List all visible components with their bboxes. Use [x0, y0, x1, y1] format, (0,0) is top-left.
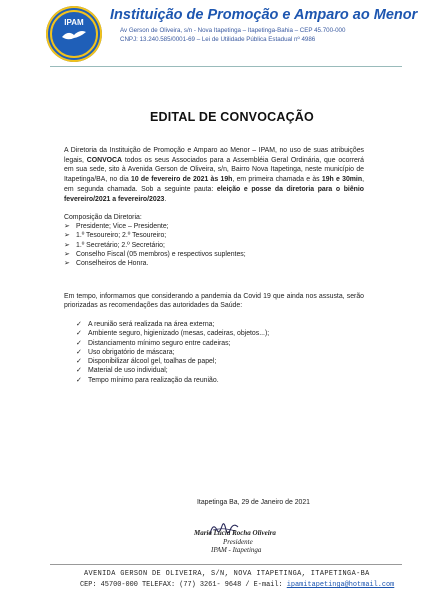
intro-text: todos os seus Associados para a Assembléia Geral Ordinária, que ocorrerá em sua sede, sito à Avenida Gerson de Oliveira, s/n, Bairro Nova Itapetinga, neste município de Itapetinga/BA, no dia [64, 156, 364, 184]
footer-divider [50, 564, 402, 565]
intro-text: A Diretoria da Instituição de Promoção e Amparo ao Menor – IPAM, no uso de suas atribuições legais, [64, 147, 364, 164]
list-item-text: A reunião será realizada na área externa; [88, 321, 215, 328]
check-icon: ✓ [76, 321, 82, 328]
institution-cnpj: CNPJ: 13.240.585/0001-69 – Lei de Utilidade Pública Estadual nº 4986 [120, 36, 316, 43]
list-item-text: Distanciamento mínimo seguro entre cadeiras; [88, 339, 231, 347]
check-icon: ✓ [76, 367, 82, 375]
intro-text: . [164, 195, 167, 203]
arrow-bullet-icon: ➢ [64, 223, 70, 230]
signatory-role: Presidente [223, 538, 253, 546]
check-icon: ✓ [76, 330, 82, 338]
logo-text: IPAM [64, 18, 84, 27]
arrow-bullet-icon: ➢ [64, 260, 70, 268]
list-item [64, 250, 364, 259]
list-item [64, 222, 364, 231]
second-call-time: 19h e 30min [321, 176, 363, 184]
check-icon: ✓ [76, 348, 82, 356]
intro-text: , em segunda chamada. Sob a seguinte pauta: [64, 176, 364, 193]
institution-name: Instituição de Promoção e Amparo ao Menor [110, 7, 418, 23]
list-item [64, 357, 364, 366]
list-item [64, 339, 364, 348]
list-item [64, 320, 364, 329]
composition-list [64, 222, 364, 268]
list-item-text: 1.º Secretário; 2.º Secretário; [76, 241, 165, 249]
list-item [64, 348, 364, 357]
convoca-word: CONVOCA [86, 156, 122, 164]
list-item-text: 1.º Tesoureiro; 2.º Tesoureiro; [76, 232, 167, 240]
list-item [64, 366, 364, 375]
list-item-text: Ambiente seguro, higienizado (mesas, cadeiras, objetos...); [88, 330, 270, 338]
list-item-text: Conselheiros de Honra. [76, 260, 149, 268]
check-icon: ✓ [76, 339, 82, 347]
document-title: EDITAL DE CONVOCAÇÃO [150, 110, 314, 124]
signatory-name: Maria Lúcia Rocha Oliveira [194, 529, 276, 537]
institution-address: Av Gerson de Oliveira, s/n - Nova Itapetinga – Itapetinga-Bahia – CEP 45.700-000 [120, 27, 346, 34]
arrow-bullet-icon: ➢ [64, 250, 70, 258]
intro-paragraph [64, 146, 364, 204]
check-icon: ✓ [76, 358, 82, 366]
recommendations-list [64, 320, 364, 385]
list-item-text: Disponibilizar álcool gel, toalhas de papel; [88, 358, 217, 366]
intro-text: , em primeira chamada e às [232, 176, 322, 184]
footer-contact [80, 581, 394, 589]
list-item-text: Tempo mínimo para realização da reunião. [88, 376, 219, 384]
list-item [64, 231, 364, 240]
footer-contact-text: CEP: 45700-000 TELEFAX: (77) 3261- 9648 / E-mail: [80, 581, 287, 589]
footer-email-link[interactable]: ipamitapetinga@hotmail.com [286, 581, 395, 589]
list-item-text: Material de uso individual; [88, 367, 168, 375]
list-item [64, 241, 364, 250]
signatory-org: IPAM - Itapetinga [211, 546, 262, 554]
meeting-date: 10 de fevereiro de 2021 às 19h [130, 176, 233, 184]
list-item-text: Conselho Fiscal (05 membros) e respectivos suplentes; [76, 250, 246, 258]
dove-icon [60, 28, 88, 42]
place-date: Itapetinga Ba, 29 de Janeiro de 2021 [197, 499, 311, 506]
meeting-agenda: eleição e posse da diretoria para o biênio fevereiro/2021 a fevereiro/2023 [64, 185, 364, 203]
list-item-text: Uso obrigatório de máscara; [88, 348, 175, 356]
composition-heading: Composição da Diretoria: [64, 214, 142, 221]
list-item [64, 329, 364, 338]
header-divider [50, 66, 402, 67]
arrow-bullet-icon: ➢ [64, 241, 70, 249]
list-item [64, 259, 364, 268]
list-item [64, 376, 364, 385]
check-icon: ✓ [76, 376, 82, 384]
footer-address: AVENIDA GERSON DE OLIVEIRA, S/N, NOVA ITAPETINGA, ITAPETINGA-BA [84, 570, 370, 578]
institution-logo [46, 6, 102, 62]
list-item-text: Presidente; Vice – Presidente; [76, 223, 169, 230]
arrow-bullet-icon: ➢ [64, 232, 70, 240]
pandemic-paragraph: Em tempo, informamos que considerando a pandemia da Covid 19 que ainda nos assusta, serão priorizadas as recomendações das autoridades da Saúde: [64, 293, 364, 310]
